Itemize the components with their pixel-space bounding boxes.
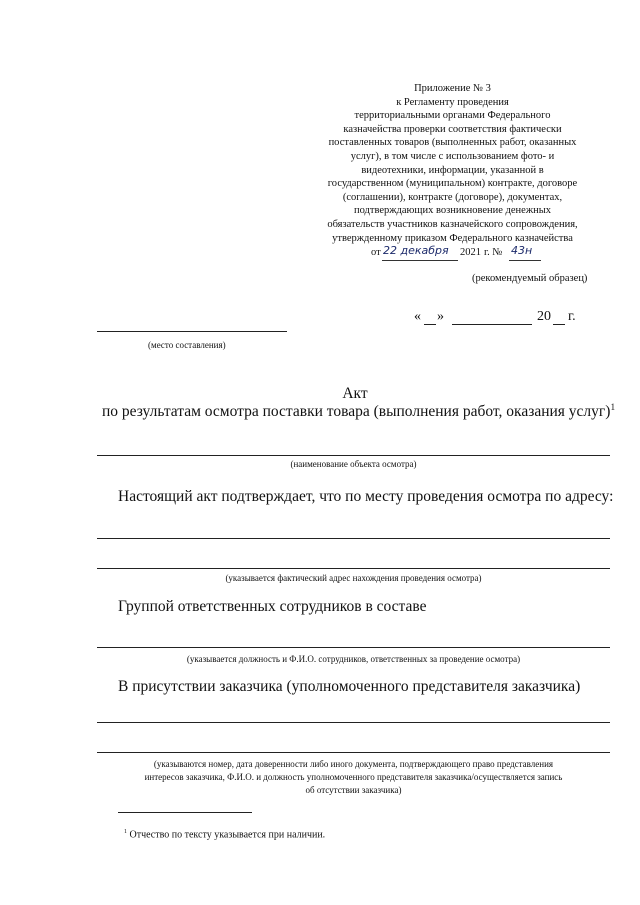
customer-text: В присутствии заказчика (уполномоченного представителя заказчика) (118, 678, 581, 695)
customer-caption-line: об отсутствии заказчика) (305, 785, 402, 795)
order-number-handwritten: 43н (511, 244, 533, 257)
footnote-text: Отчество по тексту указывается при наличии. (129, 829, 326, 841)
group-caption: (указывается должность и Ф.И.О. сотрудников, ответственных за проведение осмотра) (186, 654, 521, 664)
date-month-blank (452, 324, 532, 325)
date-close-quote: » (437, 309, 444, 324)
appendix-header (300, 82, 605, 245)
footnote-separator (118, 812, 252, 813)
appendix-line: видеотехники, информации, указанной в (361, 164, 544, 176)
appendix-line: к Регламенту проведения (396, 96, 509, 108)
footnote (124, 829, 325, 840)
group-blank-line (97, 647, 610, 648)
order-date-underline (382, 260, 458, 261)
appendix-line: подтверждающих возникновение денежных (353, 205, 552, 217)
appendix-line: (соглашении), контракте (договоре), документах, (342, 191, 563, 203)
appendix-line: утвержденному приказом Федерального казначейства (332, 232, 573, 244)
place-blank-line (97, 331, 287, 332)
customer-caption-line: интересов заказчика, Ф.И.О. и должность уполномоченного представителя заказчика/осуществляется запись (144, 772, 563, 782)
customer-blank-line-2 (97, 752, 610, 753)
address-blank-line-1 (97, 538, 610, 539)
appendix-line: территориальными органами Федерального (354, 110, 551, 122)
order-number-prefix: г. № (484, 247, 503, 258)
appendix-line: казначейства проверки соответствия фактически (343, 123, 562, 135)
object-blank-line (97, 455, 610, 456)
date-day-blank (424, 324, 436, 325)
confirm-text: Настоящий акт подтверждает, что по месту проведения осмотра по адресу: (118, 488, 614, 505)
customer-caption (97, 758, 610, 797)
document-subtitle-text: по результатам осмотра поставки товара (выполнения работ, оказания услуг) (102, 403, 611, 421)
date-year-suffix: г. (568, 309, 576, 324)
order-year: 2021 (460, 247, 481, 258)
date-year-prefix: 20 (537, 309, 551, 324)
recommended-sample-label: (рекомендуемый образец) (472, 273, 588, 284)
footnote-mark: 1 (124, 829, 127, 835)
customer-blank-line-1 (97, 722, 610, 723)
object-caption: (наименование объекта осмотра) (290, 459, 417, 469)
appendix-line: услуг), в том числе с использованием фото- и (350, 150, 555, 162)
address-blank-line-2 (97, 568, 610, 569)
document-subtitle (102, 403, 615, 421)
group-text: Группой ответственных сотрудников в составе (118, 598, 427, 615)
address-caption: (указывается фактический адрес нахождения проведения осмотра) (225, 573, 482, 583)
appendix-line: поставленных товаров (выполненных работ, оказанных (328, 137, 577, 149)
appendix-line: обязательств участников казначейского сопровождения, (327, 218, 578, 230)
order-number-underline (509, 260, 541, 261)
date-open-quote: « (414, 309, 421, 324)
appendix-line: Приложение № 3 (414, 83, 491, 94)
order-prefix: от (371, 247, 381, 258)
appendix-line: государственном (муниципальном) контракте, договоре (327, 178, 578, 190)
document-title: Акт (342, 385, 368, 402)
date-year-blank (553, 324, 565, 325)
customer-caption-line: (указываются номер, дата доверенности либо иного документа, подтверждающего право представления (153, 759, 554, 769)
subtitle-footnote-mark: 1 (610, 403, 616, 413)
place-caption: (место составления) (148, 340, 226, 350)
order-date-handwritten: 22 декабря (383, 244, 449, 257)
